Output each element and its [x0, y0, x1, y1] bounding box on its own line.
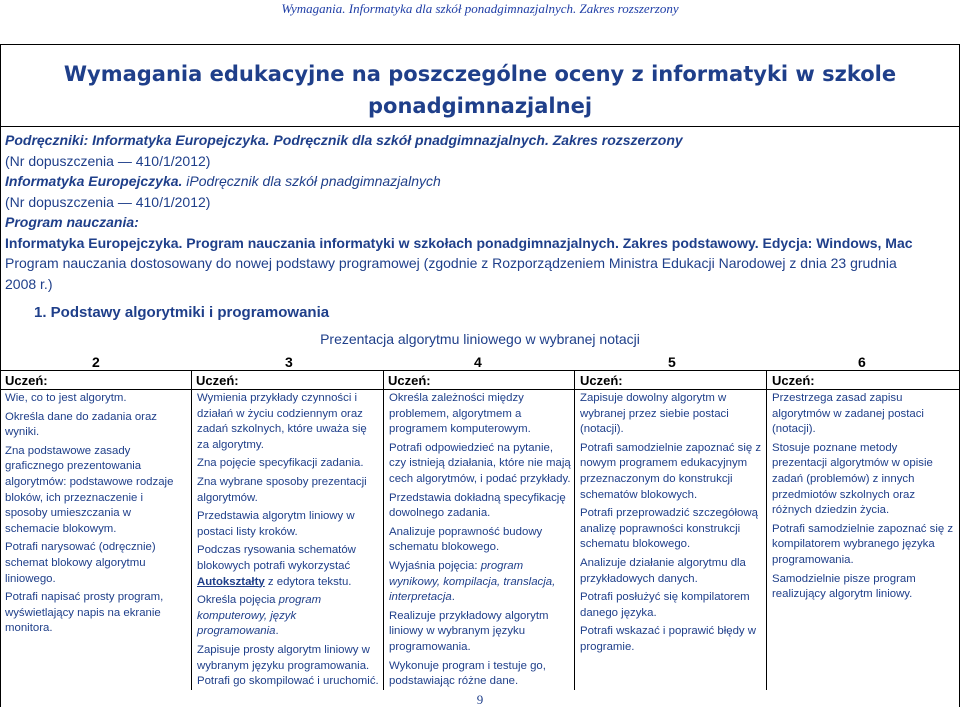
grade-3-requirements — [197, 391, 380, 693]
grade-6-requirements — [772, 391, 955, 606]
grade-4: 4 — [474, 354, 482, 370]
section-title: 1. Podstawy algorytmiki i programowania — [34, 304, 330, 321]
list-item: Wyjaśnia pojęcia: program wynikowy, kompilacja, translacja, interpretacja. — [389, 559, 556, 604]
list-item: Potrafi posłużyć się kompilatorem danego języka. — [580, 591, 750, 619]
column-divider — [383, 370, 384, 690]
grade-5-requirements — [580, 391, 763, 659]
grade-5: 5 — [668, 354, 676, 370]
student-label: Uczeń: — [772, 373, 815, 388]
page-title — [0, 60, 960, 120]
ibook-line — [5, 171, 955, 192]
student-label: Uczeń: — [5, 373, 48, 388]
student-label: Uczeń: — [388, 373, 431, 388]
list-item: Potrafi przeprowadzić szczegółową analizę poprawności konstrukcji schematu blokowego. — [580, 507, 758, 551]
column-divider — [574, 370, 575, 690]
list-item: Analizuje działanie algorytmu dla przykładowych danych. — [580, 556, 746, 585]
list-item: Określa zależności między problemem, algorytmem a programem komputerowym. — [389, 392, 531, 436]
running-header: Wymagania. Informatyka dla szkół ponadgimnazjalnych. Zakres rozszerzony — [281, 1, 679, 16]
ibook-title: iPodręcznik dla szkół pnadgimnazjalnych — [186, 173, 441, 189]
grade-3: 3 — [285, 354, 293, 370]
list-item: Wykonuje program i testuje go, podstawiając różne dane. — [389, 659, 546, 688]
grade-2-requirements — [5, 391, 188, 640]
list-item: Przedstawia dokładną specyfikację dowolnego zadania. — [389, 491, 566, 520]
list-item: Podczas rysowania schematów blokowych potrafi wykorzystać Autokształty z edytora tekstu. — [197, 544, 356, 588]
list-item: Potrafi samodzielnie zapoznać się z nowym programem edukacyjnym przeznaczonym do konstrukcji schematów blokowych. — [580, 441, 762, 501]
program-title: Informatyka Europejczyka. Program nauczania informatyki w szkołach ponadgimnazjalnych. Zakres podstawowy. Edycja: Windows, Mac — [5, 234, 913, 251]
list-item: Zapisuje prosty algorytm liniowy w wybranym języku programowania. Potrafi go skompilować i uruchomić. — [197, 643, 379, 688]
grade-divider — [0, 370, 960, 371]
textbooks-line — [5, 130, 955, 151]
program-note: Program nauczania dostosowany do nowej podstawy programowej (zgodnie z Rozporządzeniem Ministra Edukacji Narodowej z dnia 23 grudnia — [5, 255, 897, 271]
page-number: 9 — [476, 692, 484, 707]
autoshapes-term: Autokształty — [197, 575, 265, 588]
list-item: Przedstawia algorytm liniowy w postaci listy kroków. — [197, 510, 355, 538]
list-item: Określa pojęcia program komputerowy, język programowania. — [197, 594, 322, 638]
column-divider — [766, 370, 767, 690]
program-label: Program nauczania: — [5, 214, 139, 230]
list-item: Stosuje poznane metody prezentacji algorytmów w opisie zadań (problemów) z innych przedmiotów szkolnych oraz różnych dziedzin życia. — [772, 441, 933, 517]
column-divider — [191, 370, 192, 690]
student-label: Uczeń: — [580, 373, 623, 388]
title-divider — [0, 126, 960, 127]
list-item: Zna wybrane sposoby prezentacji algorytmów. — [197, 475, 367, 504]
list-item: Potrafi wskazać i poprawić błędy w programie. — [580, 625, 756, 653]
list-item: Analizuje poprawność budowy schematu blokowego. — [389, 525, 543, 554]
textbook-title: Informatyka Europejczyka. Podręcznik dla szkół pnadgimnazjalnych. Zakres rozszerzony — [92, 132, 683, 148]
title-line-1: Wymagania edukacyjne na poszczególne oceny z informatyki w szkole — [63, 62, 897, 86]
program-note-end: 2008 r.) — [5, 275, 53, 292]
student-label: Uczeń: — [196, 373, 239, 388]
list-item: Określa dane do zadania oraz wyniki. — [5, 410, 157, 439]
approval-number-1: (Nr dopuszczenia — 410/1/2012) — [5, 152, 211, 169]
list-item: Przestrzega zasad zapisu algorytmów w zadanej postaci (notacji). — [772, 392, 924, 436]
list-item: Potrafi narysować (odręcznie) schemat blokowy algorytmu liniowego. — [5, 541, 156, 585]
topic-title: Prezentacja algorytmu liniowego w wybranej notacji — [320, 331, 640, 347]
list-item: Potrafi samodzielnie zapoznać się z kompilatorem wybranego języka programowania. — [772, 522, 954, 566]
list-item: Samodzielnie pisze program realizujący algorytm liniowy. — [772, 572, 916, 601]
grade-2: 2 — [92, 354, 100, 370]
grade-4-requirements — [389, 391, 572, 693]
list-item: Zapisuje dowolny algorytm w wybranej przez siebie postaci (notacji). — [580, 392, 729, 436]
list-item: Potrafi odpowiedzieć na pytanie, czy istnieją działania, które nie mają cech algorytmów, i podać przykłady. — [389, 441, 571, 485]
list-item: Realizuje przykładowy algorytm liniowy w wybranym języku programowania. — [389, 609, 549, 653]
title-line-2: ponadgimnazjalnej — [367, 94, 593, 118]
textbooks-label: Podręczniki: — [5, 132, 93, 148]
header-divider — [0, 389, 960, 390]
textbook-info — [5, 130, 955, 294]
list-item: Wymienia przykłady czynności i działań w życiu codziennym oraz zadań szkolnych, które uważa się za algorytmy. — [197, 392, 367, 451]
approval-number-2: (Nr dopuszczenia — 410/1/2012) — [5, 193, 211, 210]
series-name: Informatyka Europejczyka. — [5, 173, 187, 189]
grade-6: 6 — [858, 354, 866, 370]
list-item: Potrafi napisać prosty program, wyświetlający napis na ekranie monitora. — [5, 591, 164, 635]
list-item: Zna pojęcie specyfikacji zadania. — [197, 457, 364, 470]
list-item: Zna podstawowe zasady graficznego prezentowania algorytmów: podstawowe rodzaje bloków, ich przeznaczenie i sposoby umieszczania w schemacie blokowym. — [5, 444, 174, 535]
list-item: Wie, co to jest algorytm. — [5, 392, 127, 404]
